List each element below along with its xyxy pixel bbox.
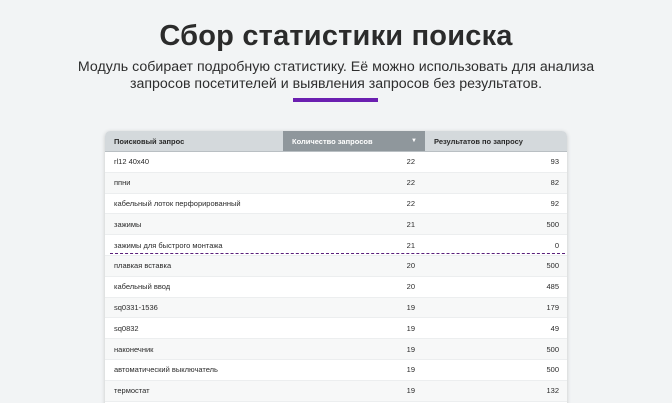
table-row[interactable] xyxy=(105,256,567,277)
cell-count: 22 xyxy=(406,198,415,208)
table-row[interactable] xyxy=(105,298,567,319)
cell-results: 500 xyxy=(546,219,559,229)
cell-count: 22 xyxy=(406,178,415,188)
cell-query: sq0331-1536 xyxy=(114,302,158,312)
cell-results: 179 xyxy=(546,302,559,312)
table-row[interactable] xyxy=(105,173,567,194)
sort-desc-icon: ▼ xyxy=(411,138,417,144)
table-row[interactable] xyxy=(105,277,567,298)
cell-results: 49 xyxy=(550,323,559,333)
table-row[interactable] xyxy=(105,339,567,360)
table-row[interactable] xyxy=(105,214,567,235)
cell-query: кабельный ввод xyxy=(114,282,171,292)
table-row[interactable] xyxy=(105,318,567,339)
column-header-results[interactable] xyxy=(425,131,567,151)
cell-results: 0 xyxy=(554,240,559,250)
cell-count: 19 xyxy=(406,344,415,354)
cell-count: 19 xyxy=(406,302,415,312)
column-header-label: Количество запросов xyxy=(292,136,373,146)
column-header-count[interactable] xyxy=(283,131,425,151)
cell-results: 92 xyxy=(550,198,559,208)
subtitle-line-2: запросов посетителей и выявления запросов без результатов. xyxy=(129,76,543,92)
table-body xyxy=(105,152,567,403)
cell-count: 22 xyxy=(406,157,415,167)
cell-query: плавкая вставка xyxy=(114,261,172,271)
cell-results: 500 xyxy=(546,344,559,354)
cell-query: ппни xyxy=(114,178,131,188)
column-header-label: Поисковый запрос xyxy=(114,136,185,146)
cell-results: 485 xyxy=(546,282,559,292)
cell-results: 82 xyxy=(550,178,559,188)
cell-results: 500 xyxy=(546,365,559,375)
column-header-query[interactable] xyxy=(105,131,283,151)
cell-results: 132 xyxy=(546,386,559,396)
cell-query: наконечник xyxy=(114,344,154,354)
cell-count: 21 xyxy=(406,240,415,250)
table-row[interactable] xyxy=(105,360,567,381)
cell-query: автоматический выключатель xyxy=(114,365,218,375)
search-stats-table xyxy=(105,131,567,403)
cell-count: 21 xyxy=(406,219,415,229)
cell-count: 19 xyxy=(406,365,415,375)
cell-count: 19 xyxy=(406,323,415,333)
page-title: Сбор статистики поиска xyxy=(159,20,513,52)
table-row[interactable] xyxy=(105,381,567,402)
cell-query: зажимы для быстрого монтажа xyxy=(114,240,223,250)
page-subtitle xyxy=(60,59,612,93)
cell-query: rl12 40x40 xyxy=(114,157,150,167)
zero-results-divider xyxy=(110,253,565,254)
column-header-label: Результатов по запросу xyxy=(434,136,523,146)
cell-query: зажимы xyxy=(114,219,142,229)
cell-query: термостат xyxy=(114,386,150,396)
table-row[interactable] xyxy=(105,152,567,173)
cell-query: sq0832 xyxy=(114,323,139,333)
accent-underline xyxy=(293,98,378,102)
cell-count: 20 xyxy=(406,282,415,292)
cell-count: 19 xyxy=(406,386,415,396)
cell-query: кабельный лоток перфорированный xyxy=(114,198,241,208)
subtitle-line-1: Модуль собирает подробную статистику. Её можно использовать для анализа xyxy=(77,59,595,75)
cell-results: 500 xyxy=(546,261,559,271)
cell-count: 20 xyxy=(406,261,415,271)
table-row[interactable] xyxy=(105,194,567,215)
table-header xyxy=(105,131,567,152)
cell-results: 93 xyxy=(550,157,559,167)
